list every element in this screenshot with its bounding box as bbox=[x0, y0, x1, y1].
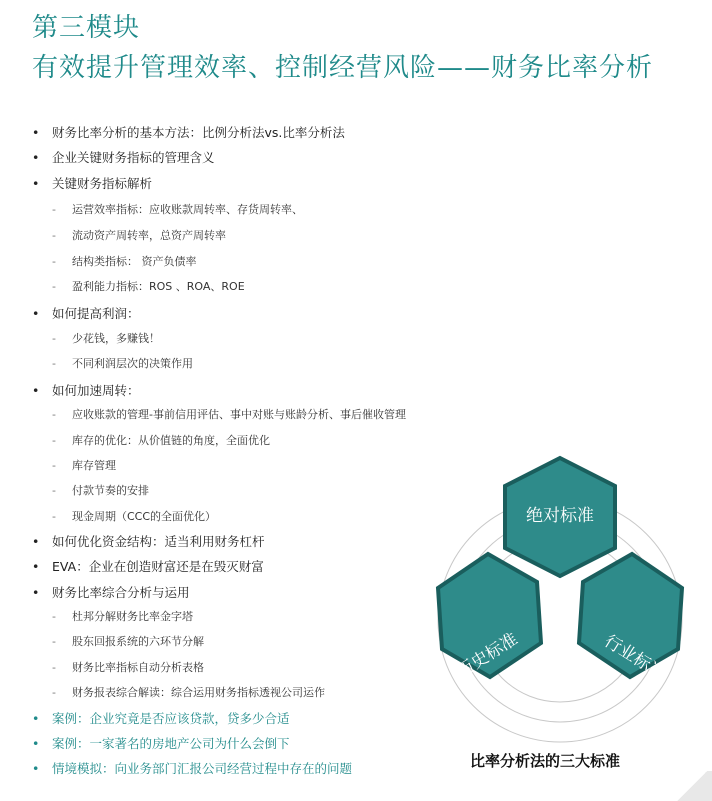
page-curl bbox=[672, 771, 712, 801]
bullet-marker: • bbox=[32, 150, 40, 165]
module-title: 第三模块 bbox=[32, 13, 141, 43]
outline-text: 如何加速周转： bbox=[52, 383, 140, 398]
outline-text: 财务比率分析的基本方法：比例分析法vs.比率分析法 bbox=[52, 125, 345, 140]
outline-text: 库存管理 bbox=[72, 459, 116, 472]
dash-marker: - bbox=[52, 686, 56, 699]
hexagon-absolute-standard bbox=[505, 458, 615, 576]
bullet-marker: • bbox=[32, 585, 40, 600]
three-standards-diagram bbox=[410, 450, 710, 750]
outline-item bbox=[32, 532, 265, 550]
dash-marker: - bbox=[52, 203, 56, 216]
outline-text: 情境模拟：向业务部门汇报公司经营过程中存在的问题 bbox=[52, 761, 353, 776]
outline-item bbox=[32, 148, 215, 166]
outline-text: 应收账款的管理-事前信用评估、事中对账与账龄分析、事后催收管理 bbox=[72, 408, 406, 421]
outline-item bbox=[32, 709, 290, 727]
outline-text: 如何优化资金结构：适当利用财务杠杆 bbox=[52, 534, 265, 549]
outline-subitem bbox=[52, 406, 406, 422]
hexagon-historical-standard bbox=[438, 554, 541, 682]
outline-item bbox=[32, 759, 352, 777]
bullet-marker: • bbox=[32, 125, 40, 140]
dash-marker: - bbox=[52, 635, 56, 648]
outline-text: 关键财务指标解析 bbox=[52, 176, 153, 191]
outline-item bbox=[32, 174, 152, 192]
outline-text: 股东回报系统的六环节分解 bbox=[72, 635, 204, 648]
outline-item bbox=[32, 304, 140, 322]
outline-text: 案例：企业究竟是否应该贷款，贷多少合适 bbox=[52, 711, 290, 726]
bullet-marker: • bbox=[32, 306, 40, 321]
dash-marker: - bbox=[52, 255, 56, 268]
dash-marker: - bbox=[52, 280, 56, 293]
dash-marker: - bbox=[52, 357, 56, 370]
header bbox=[32, 8, 653, 88]
dash-marker: - bbox=[52, 459, 56, 472]
outline-item bbox=[32, 734, 290, 752]
outline-subitem bbox=[52, 432, 270, 448]
outline-text: 少花钱，多赚钱！ bbox=[72, 332, 160, 345]
dash-marker: - bbox=[52, 408, 56, 421]
dash-marker: - bbox=[52, 484, 56, 497]
bullet-marker: • bbox=[32, 534, 40, 549]
outline-text: 财务比率综合分析与运用 bbox=[52, 585, 190, 600]
module-subtitle: 有效提升管理效率、控制经营风险——财务比率分析 bbox=[32, 53, 654, 83]
outline-subitem bbox=[52, 330, 160, 346]
outline-text: EVA：企业在创造财富还是在毁灭财富 bbox=[52, 559, 264, 574]
outline-text: 现金周期（CCC的全面优化） bbox=[72, 510, 217, 523]
diagram-caption: 比率分析法的三大标准 bbox=[470, 752, 621, 770]
outline-subitem bbox=[52, 633, 204, 649]
outline-text: 案例：一家著名的房地产公司为什么会倒下 bbox=[52, 736, 290, 751]
bullet-marker: • bbox=[32, 711, 40, 726]
outline-item bbox=[32, 557, 264, 575]
dash-marker: - bbox=[52, 332, 56, 345]
outline-subitem bbox=[52, 227, 226, 243]
label-industry-standard: 行业标准 bbox=[600, 631, 669, 685]
outline-subitem bbox=[52, 278, 245, 294]
outline-text: 财务比率指标自动分析表格 bbox=[72, 661, 204, 674]
hexagon-industry-standard bbox=[579, 554, 682, 684]
outline-text: 库存的优化：从价值链的角度，全面优化 bbox=[72, 434, 270, 447]
outline-text: 企业关键财务指标的管理含义 bbox=[52, 150, 215, 165]
outline-subitem bbox=[52, 201, 303, 217]
label-historical-standard: 历史标准 bbox=[453, 629, 522, 683]
bullet-marker: • bbox=[32, 383, 40, 398]
outline-subitem bbox=[52, 253, 197, 269]
outline-text: 付款节奏的安排 bbox=[72, 484, 149, 497]
outline-item bbox=[32, 381, 140, 399]
outline-subitem bbox=[52, 608, 193, 624]
outline-text: 如何提高利润： bbox=[52, 306, 140, 321]
dash-marker: - bbox=[52, 434, 56, 447]
outline-item bbox=[32, 583, 190, 601]
outline-subitem bbox=[52, 355, 193, 371]
label-absolute-standard: 绝对标准 bbox=[526, 506, 594, 526]
dash-marker: - bbox=[52, 229, 56, 242]
outline-text: 不同利润层次的决策作用 bbox=[72, 357, 193, 370]
dash-marker: - bbox=[52, 510, 56, 523]
dash-marker: - bbox=[52, 610, 56, 623]
outline-subitem bbox=[52, 508, 216, 524]
outline-text: 财务报表综合解读：综合运用财务指标透视公司运作 bbox=[72, 686, 325, 699]
bullet-marker: • bbox=[32, 176, 40, 191]
dash-marker: - bbox=[52, 661, 56, 674]
outline-item bbox=[32, 123, 345, 141]
outline-text: 流动资产周转率，总资产周转率 bbox=[72, 229, 226, 242]
bullet-marker: • bbox=[32, 736, 40, 751]
outline-text: 盈利能力指标：ROS 、ROA、ROE bbox=[72, 280, 245, 293]
outline-text: 杜邦分解财务比率金字塔 bbox=[72, 610, 193, 623]
outline-subitem bbox=[52, 482, 149, 498]
outline-subitem bbox=[52, 659, 204, 675]
bullet-marker: • bbox=[32, 761, 40, 776]
outline-text: 结构类指标： 资产负债率 bbox=[72, 255, 197, 268]
bullet-marker: • bbox=[32, 559, 40, 574]
outline-subitem bbox=[52, 457, 116, 473]
outline-subitem bbox=[52, 684, 325, 700]
outline-text: 运营效率指标：应收账款周转率、存货周转率、 bbox=[72, 203, 303, 216]
